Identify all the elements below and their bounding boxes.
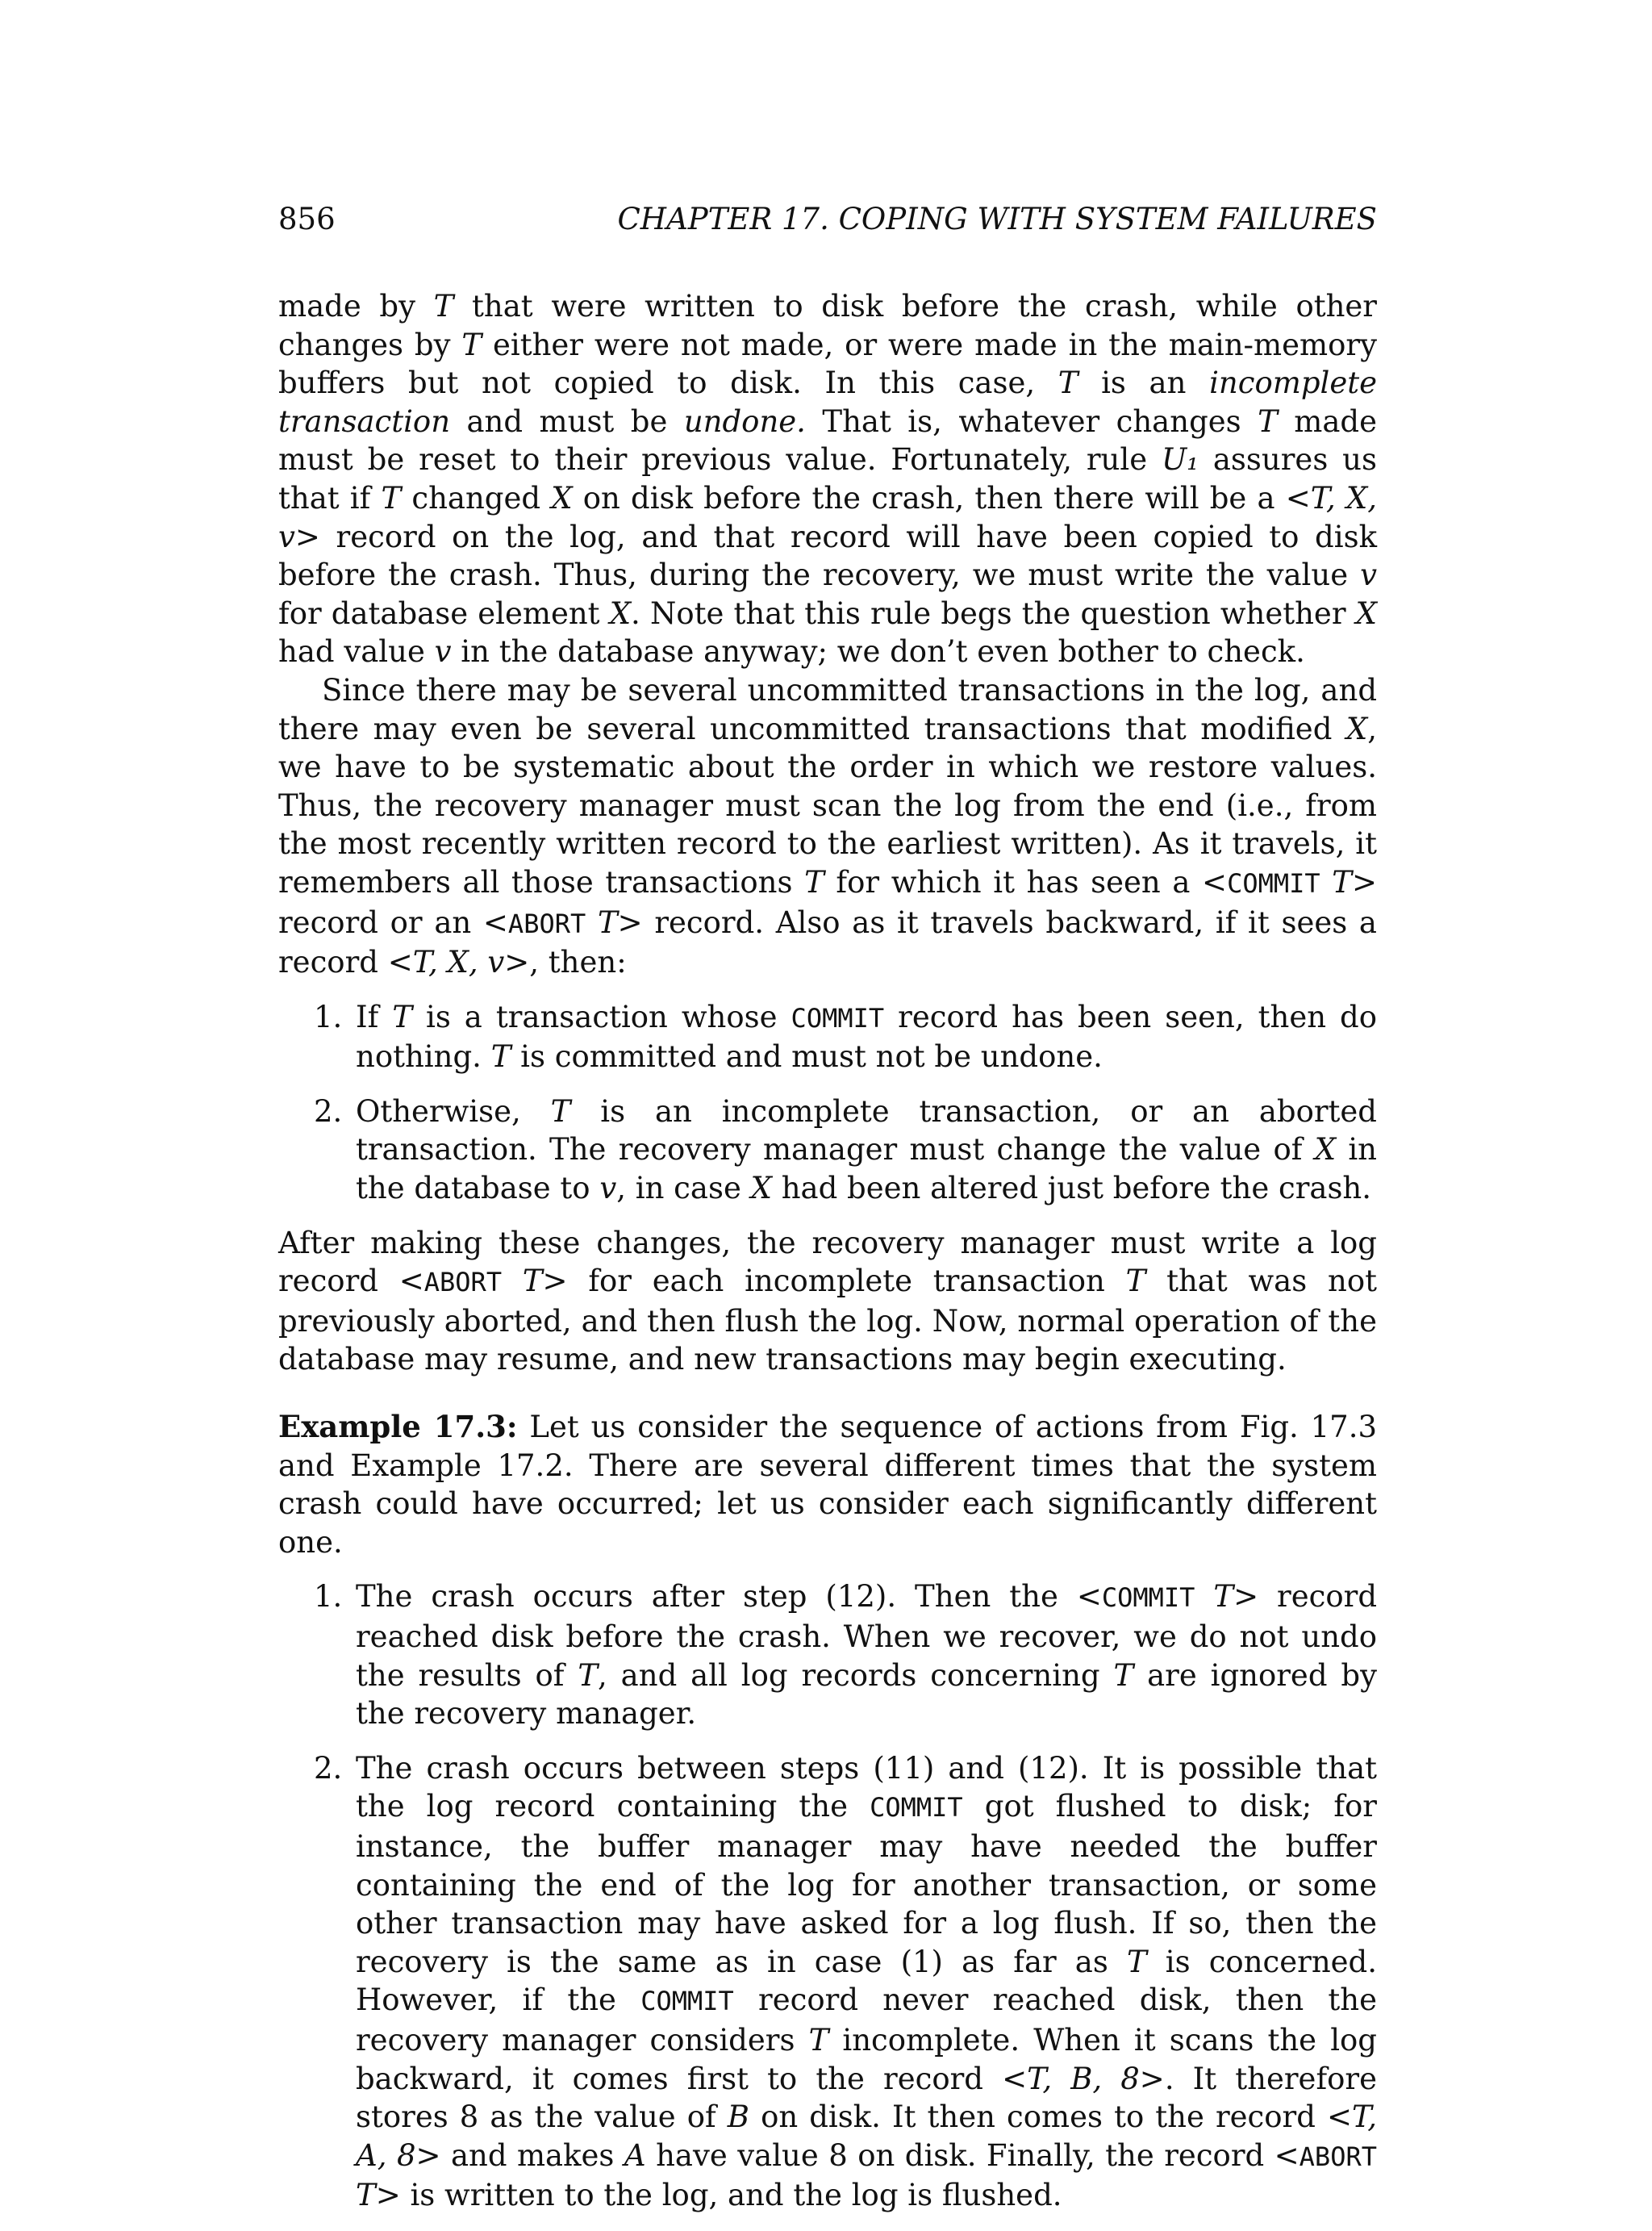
chapter-title: CHAPTER 17. COPING WITH SYSTEM FAILURES: [617, 202, 1377, 236]
example-cases-list: [278, 1577, 1377, 2215]
list-item: 1. If T is a transaction whose COMMIT record has been seen, then do nothing. T is committed and must not be undone.: [314, 999, 1378, 1075]
list-item: 1. The crash occurs after step (12). Then the <COMMIT T> record reached disk before the crash. When we recover, we do not undo the results of T, and all log records concerning T are ignored by the recovery manager.: [314, 1579, 1377, 1732]
example-17-3: Example 17.3: Let us consider the sequence of actions from Fig. 17.3 and Example 17.2. There are several different times that the system crash could have occurred; let us consider each significantly different one.: [278, 1409, 1377, 1560]
paragraph-2: Since there may be several uncommitted transactions in the log, and there may even be several uncommitted transactions that modified X, we have to be systematic about the order in which we restore values. Thus, the recovery manager must scan the log from the end (i.e., from the most recently written record to the earliest written). As it travels, it remembers all those transactions T for which it has seen a <COMMIT T> record or an <ABORT T> record. Also as it travels backward, if it sees a record <T, X, v>, then:: [278, 672, 1377, 980]
list-item: 2. The crash occurs between steps (11) and (12). It is possible that the log record containing the COMMIT got flushed to disk; for instance, the buffer manager may have needed the buffer containing the end of the log for another transaction, or some other transaction may have asked for a log flush. If so, then the recovery is the same as in case (1) as far as T is concerned. However, if the COMMIT record never reached disk, then the recovery manager considers T incomplete. When it scans the log backward, it comes first to the record <T, B, 8>. It therefore stores 8 as the value of B on disk. It then comes to the record <T, A, 8> and makes A have value 8 on disk. Finally, the record <ABORT T> is written to the log, and the log is flushed.: [314, 1750, 1378, 2213]
paragraph-1: made by T that were written to disk before the crash, while other changes by T either were not made, or were made in the main-memory buffers but not copied to disk. In this case, T is an incomplete transaction and must be undone. That is, whatever changes T made must be reset to their previous value. Fortunately, rule U₁ assures us that if T changed X on disk before the crash, then there will be a <T, X, v> record on the log, and that record will have been copied to disk before the crash. Thus, during the recovery, we must write the value v for database element X. Note that this rule begs the question whether X had value v in the database anyway; we don’t even bother to check.: [278, 289, 1378, 670]
term-undone: undone.: [683, 403, 806, 439]
paragraph-3: After making these changes, the recovery manager must write a log record <ABORT T> for each incomplete transaction T that was not previously aborted, and then flush the log. Now, normal operation of the database may resume, and new transactions may begin executing.: [278, 1225, 1377, 1377]
term-incomplete-transaction: incomplete transaction: [278, 366, 1378, 439]
recovery-rules-list: [278, 998, 1377, 1208]
list-item: 2. Otherwise, T is an incomplete transaction, or an aborted transaction. The recovery manager must change the value of X in the database to v, in case X had been altered just before the crash.: [314, 1093, 1377, 1206]
example-label: Example 17.3:: [278, 1409, 518, 1445]
page: [278, 200, 1377, 2231]
running-header: [278, 200, 1377, 244]
page-number: 856: [278, 202, 336, 236]
